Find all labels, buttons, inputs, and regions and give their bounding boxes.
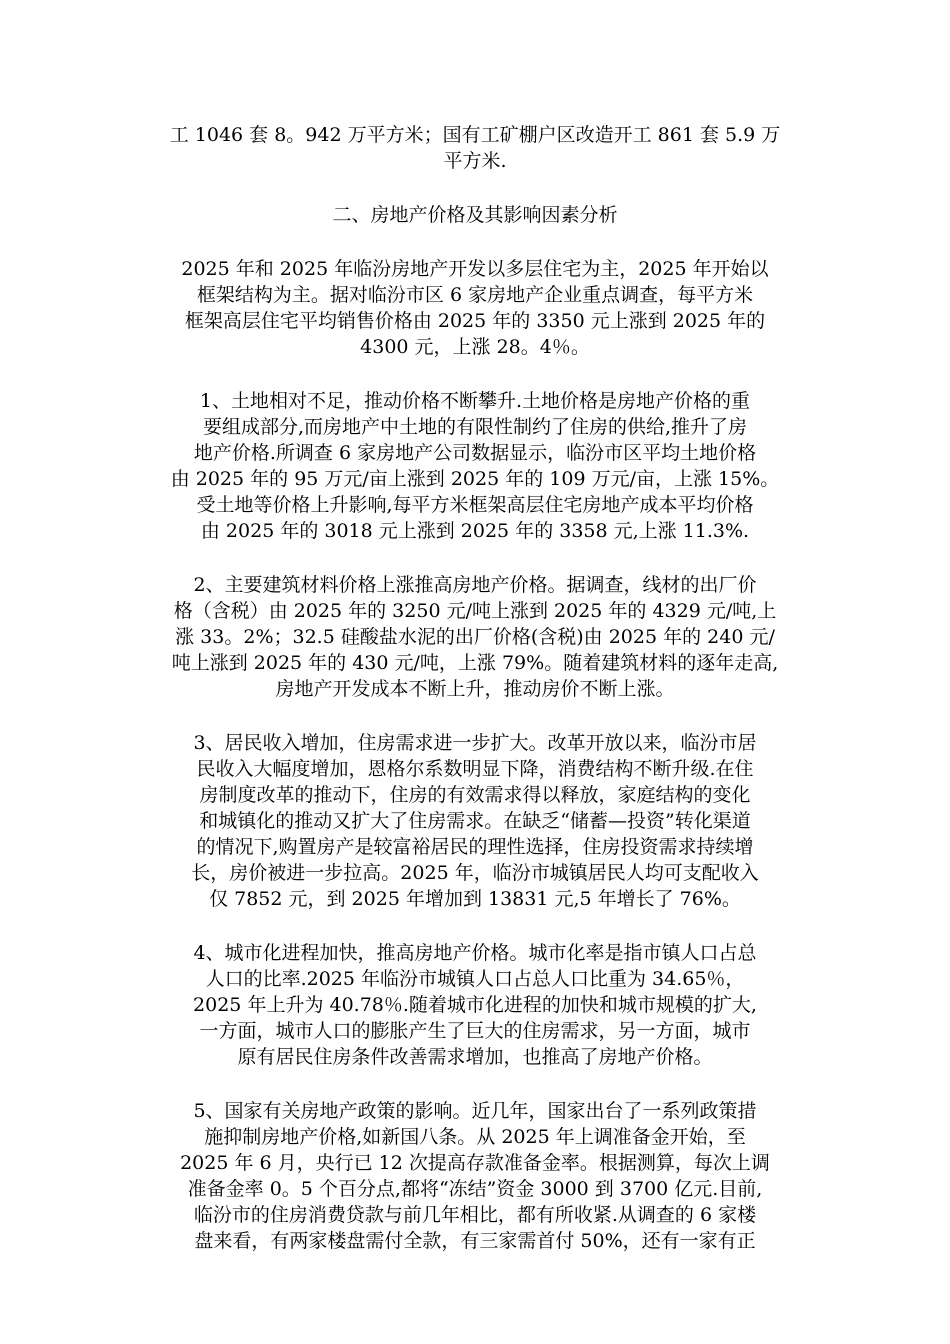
paragraph-resident-income <box>130 730 820 912</box>
paragraph-gap <box>130 1070 820 1098</box>
paragraph-gap <box>130 174 820 202</box>
text-line: 长，房价被进一步拉高。2025 年，临汾市城镇居民人均可支配收入 <box>191 862 759 884</box>
intro-paragraph <box>130 122 820 174</box>
text-line: 由 2025 年的 95 万元/亩上涨到 2025 年的 109 万元/亩，上涨 15%。 <box>170 468 780 490</box>
text-line: 的情况下,购置房产是较富裕居民的理性选择，住房投资需求持续增 <box>196 836 754 858</box>
paragraph-gap <box>130 702 820 730</box>
paragraph-overview <box>130 256 820 360</box>
text-line: 盘来看，有两家楼盘需付全款，有三家需首付 50%，还有一家有正 <box>194 1230 756 1252</box>
document-page <box>130 122 820 1254</box>
text-line: 房制度改革的推动下，住房的有效需求得以释放，家庭结构的变化 <box>199 784 751 806</box>
text-line: 一方面，城市人口的膨胀产生了巨大的住房需求，另一方面，城市 <box>199 1020 751 1042</box>
text-line: 平方米. <box>443 150 507 172</box>
text-line: 2、主要建筑材料价格上涨推高房地产价格。据调查，线材的出厂价 <box>193 574 757 596</box>
text-line: 2025 年 6 月，央行已 12 次提高存款准备金率。根据测算，每次上调 <box>180 1152 770 1174</box>
text-line: 4、城市化进程加快，推高房地产价格。城市化率是指市镇人口占总 <box>193 942 757 964</box>
text-line: 4300 元，上涨 28。4％。 <box>360 336 590 358</box>
text-line: 工 1046 套 8。942 万平方米；国有工矿棚户区改造开工 861 套 5.9 万 <box>169 124 781 146</box>
text-line: 地产价格.所调查 6 家房地产公司数据显示，临汾市区平均土地价格 <box>193 442 757 464</box>
text-line: 人口的比率.2025 年临汾市城镇人口占总人口比重为 34.65％， <box>205 968 745 990</box>
paragraph-national-policy <box>130 1098 820 1254</box>
paragraph-land-price <box>130 388 820 544</box>
text-line: 由 2025 年的 3018 元上涨到 2025 年的 3358 元,上涨 11.3%. <box>200 520 750 542</box>
text-line: 5、国家有关房地产政策的影响。近几年，国家出台了一系列政策措 <box>193 1100 757 1122</box>
text-line: 仅 7852 元，到 2025 年增加到 13831 元,5 年增长了 76%。 <box>209 888 741 910</box>
text-line: 原有居民住房条件改善需求增加，也推高了房地产价格。 <box>237 1046 713 1068</box>
paragraph-gap <box>130 912 820 940</box>
text-line: 施抑制房地产价格,如新国八条。从 2025 年上调准备金开始，至 <box>204 1126 746 1148</box>
paragraph-gap <box>130 228 820 256</box>
text-line: 2025 年上升为 40.78％.随着城市化进程的加快和城市规模的扩大, <box>193 994 757 1016</box>
paragraph-urbanization <box>130 940 820 1070</box>
text-line: 房地产开发成本不断上升，推动房价不断上涨。 <box>275 678 675 700</box>
paragraph-gap <box>130 360 820 388</box>
text-line: 3、居民收入增加，住房需求进一步扩大。改革开放以来，临汾市居 <box>193 732 757 754</box>
text-line: 民收入大幅度增加，恩格尔系数明显下降，消费结构不断升级.在住 <box>196 758 754 780</box>
text-line: 临汾市的住房消费贷款与前几年相比，都有所收紧.从调查的 6 家楼 <box>193 1204 757 1226</box>
text-line: 2025 年和 2025 年临汾房地产开发以多层住宅为主，2025 年开始以 <box>181 258 769 280</box>
text-line: 要组成部分,而房地产中土地的有限性制约了住房的供给,推升了房 <box>202 416 748 438</box>
text-line: 框架高层住宅平均销售价格由 2025 年的 3350 元上涨到 2025 年的 <box>184 310 766 332</box>
text-line: 准备金率 0。5 个百分点,都将“冻结”资金 3000 到 3700 亿元.目前, <box>187 1178 763 1200</box>
paragraph-gap <box>130 544 820 572</box>
text-line: 受土地等价格上升影响,每平方米框架高层住宅房地产成本平均价格 <box>196 494 754 516</box>
section-heading: 二、房地产价格及其影响因素分析 <box>332 204 618 226</box>
text-line: 涨 33。2%；32.5 硅酸盐水泥的出厂价格(含税)由 2025 年的 240 元/ <box>175 626 775 648</box>
text-line: 和城镇化的推动又扩大了住房需求。在缺乏“储蓄—投资”转化渠道 <box>199 810 751 832</box>
paragraph-building-materials <box>130 572 820 702</box>
text-line: 格（含税）由 2025 年的 3250 元/吨上涨到 2025 年的 4329 元/吨,上 <box>173 600 777 622</box>
text-line: 1、土地相对不足，推动价格不断攀升.土地价格是房地产价格的重 <box>199 390 751 412</box>
text-line: 框架结构为主。据对临汾市区 6 家房地产企业重点调查，每平方米 <box>196 284 754 306</box>
text-line: 吨上涨到 2025 年的 430 元/吨，上涨 79%。随着建筑材料的逐年走高, <box>171 652 779 674</box>
